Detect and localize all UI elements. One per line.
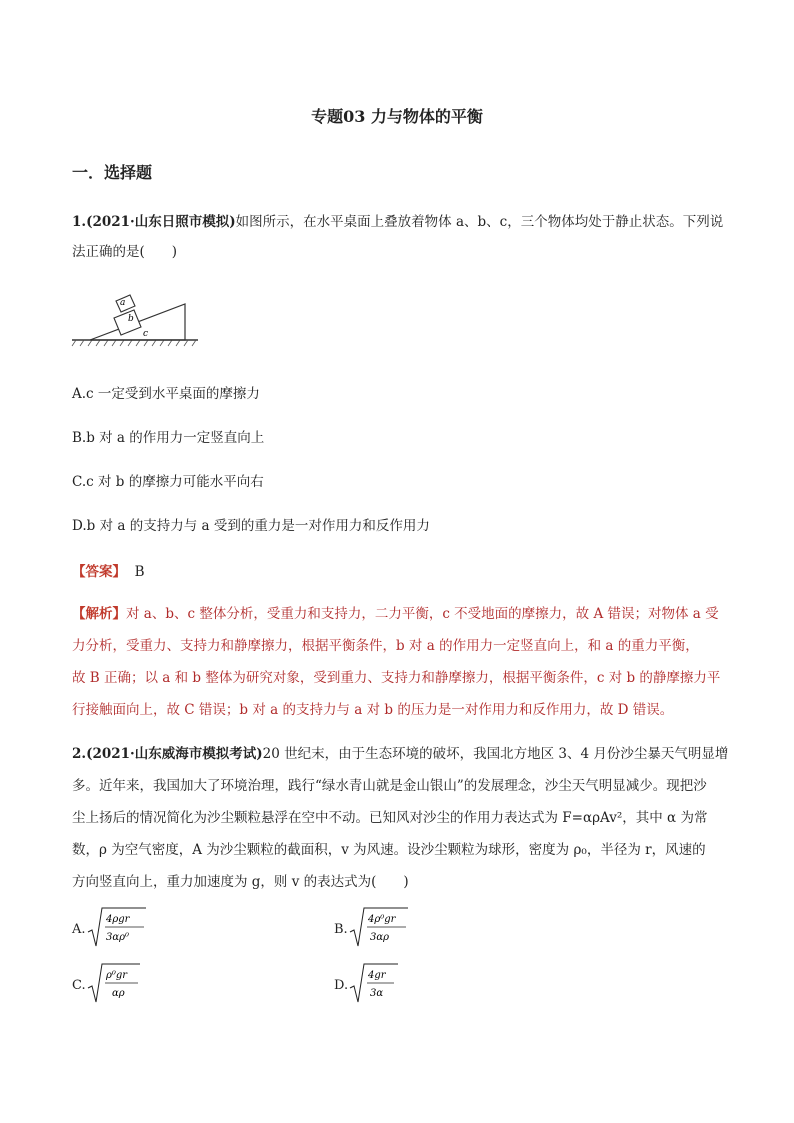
label-b: b bbox=[128, 314, 134, 324]
q1-number: 1. bbox=[72, 214, 87, 230]
analysis-tag: 【解析】 bbox=[72, 606, 126, 622]
q2-option-b-formula bbox=[348, 906, 410, 950]
q1-source: (2021·山东日照市模拟) bbox=[86, 214, 236, 230]
analysis-text-1: 对 a、b、c 整体分析，受重力和支持力，二力平衡，c 不受地面的摩擦力，故 A 错误；对物体 a 受 bbox=[126, 606, 719, 622]
section-heading: 一．选择题 bbox=[72, 163, 153, 182]
q2-stem-text-1: 20 世纪末，由于生态环境的破坏，我国北方地区 3、4 月份沙尘暴天气明显增 bbox=[262, 746, 729, 762]
q2-option-c-formula bbox=[86, 962, 146, 1006]
q2-option-d bbox=[334, 962, 574, 1006]
denominator: 3αρ⁰ bbox=[106, 932, 130, 943]
q2-option-d-formula bbox=[348, 962, 404, 1006]
label-c: c bbox=[143, 329, 149, 339]
numerator: 4ρgr bbox=[106, 914, 130, 925]
q2-stem-line4: 数，ρ 为空气密度，A 为沙尘颗粒的截面积，v 为风速。设沙尘颗粒为球形，密度为 ρ₀，半径为 r，风速的 bbox=[72, 842, 706, 858]
page-title: 专题03 力与物体的平衡 bbox=[311, 107, 483, 126]
denominator: αρ bbox=[112, 988, 125, 999]
q2-source: (2021·山东威海市模拟考试) bbox=[86, 746, 263, 762]
q2-number: 2. bbox=[72, 746, 87, 762]
q2-stem-line1 bbox=[72, 744, 728, 764]
q1-option-d: D.b 对 a 的支持力与 a 受到的重力是一对作用力和反作用力 bbox=[72, 518, 430, 534]
q1-stem-line1 bbox=[72, 212, 728, 232]
q1-analysis-line3: 故 B 正确；以 a 和 b 整体为研究对象，受到重力、支持力和静摩擦力，根据平衡条件，c 对 b 的静摩擦力平 bbox=[72, 670, 721, 686]
q1-option-b: B.b 对 a 的作用力一定竖直向上 bbox=[72, 430, 265, 446]
q2-option-b-label: B. bbox=[334, 922, 348, 937]
denominator: 3αρ bbox=[370, 932, 389, 943]
q2-option-b bbox=[334, 906, 574, 950]
answer-tag: 【答案】 bbox=[72, 564, 126, 580]
numerator: ρ⁰gr bbox=[106, 970, 128, 981]
q1-option-c: C.c 对 b 的摩擦力可能水平向右 bbox=[72, 474, 264, 490]
q1-stem-text: 如图所示，在水平桌面上叠放着物体 a、b、c，三个物体均处于静止状态。下列说 bbox=[235, 214, 724, 230]
q1-analysis-line1 bbox=[72, 604, 728, 624]
q2-option-a-label: A. bbox=[72, 922, 86, 937]
q2-option-a-formula bbox=[86, 906, 148, 950]
q1-analysis-line2: 力分析，受重力、支持力和静摩擦力，根据平衡条件，b 对 a 的作用力一定竖直向上，和 a 的重力平衡， bbox=[72, 638, 699, 654]
numerator: 4gr bbox=[368, 970, 386, 981]
q2-option-d-label: D. bbox=[334, 978, 349, 993]
denominator: 3α bbox=[370, 988, 384, 999]
q2-stem-line3: 尘上扬后的情况简化为沙尘颗粒悬浮在空中不动。已知风对沙尘的作用力表达式为 F=αρAv²，其中 α 为常 bbox=[72, 810, 708, 826]
q1-stem-line2: 法正确的是( ) bbox=[72, 244, 178, 260]
answer-value: B bbox=[134, 564, 145, 580]
numerator: 4ρ⁰gr bbox=[368, 914, 396, 925]
label-a: a bbox=[120, 298, 126, 308]
q1-analysis-line4: 行接触面向上，故 C 错误；b 对 a 的支持力与 a 对 b 的压力是一对作用力和反作用力，故 D 错误。 bbox=[72, 702, 674, 718]
q1-figure bbox=[70, 290, 200, 352]
q2-option-c bbox=[72, 962, 312, 1006]
q2-stem-line5: 方向竖直向上，重力加速度为 g，则 v 的表达式为( ) bbox=[72, 874, 409, 890]
q1-option-a: A.c 一定受到水平桌面的摩擦力 bbox=[72, 386, 260, 402]
q2-option-a bbox=[72, 906, 312, 950]
block-a bbox=[116, 295, 135, 312]
q2-option-c-label: C. bbox=[72, 978, 86, 993]
q2-stem-line2: 多。近年来，我国加大了环境治理，践行“绿水青山就是金山银山”的发展理念，沙尘天气明显减少。现把沙 bbox=[72, 778, 707, 794]
q1-answer bbox=[72, 562, 728, 582]
